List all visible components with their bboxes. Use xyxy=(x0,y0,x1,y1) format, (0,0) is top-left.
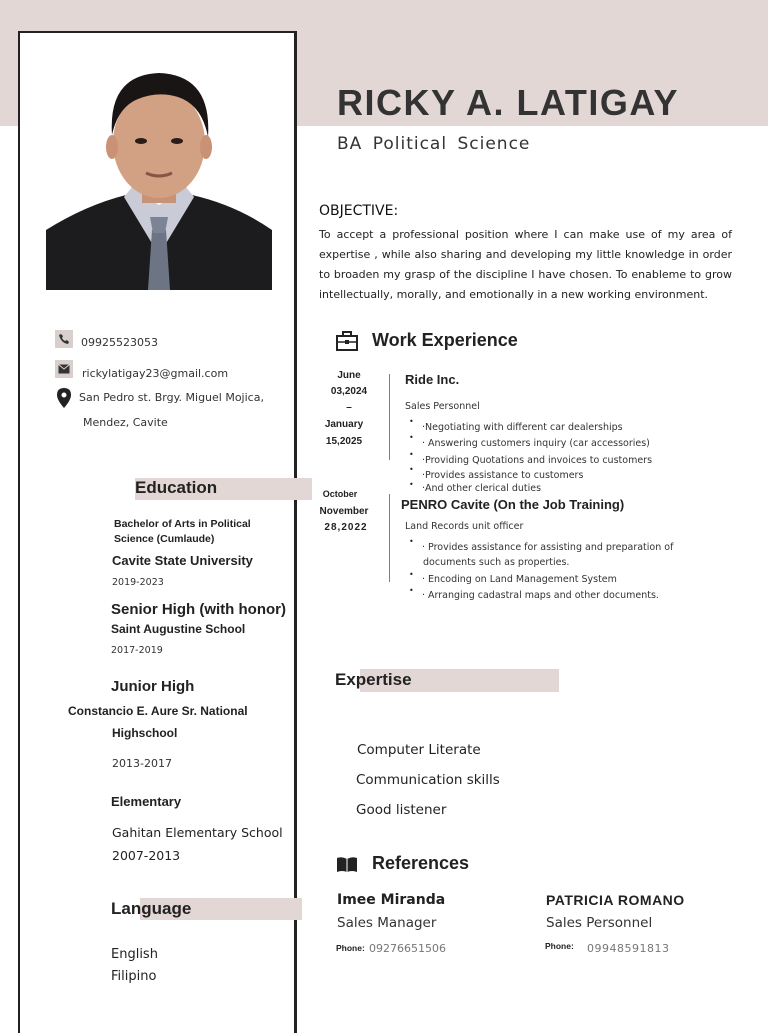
job-date: 28,2022 xyxy=(324,522,368,533)
language-heading: Language xyxy=(111,899,192,918)
college-degree-line1: Bachelor of Arts in Political xyxy=(114,518,251,530)
job-duty: · Answering customers inquiry (car accessories) xyxy=(422,438,650,449)
reference-position: Sales Manager xyxy=(337,915,437,931)
bullet-dot: • xyxy=(409,450,414,459)
job-duty: ·And other clerical duties xyxy=(422,483,542,494)
job-date: October xyxy=(322,489,358,499)
job-duty: · Arranging cadastral maps and other documents. xyxy=(422,590,659,601)
timeline-line xyxy=(389,374,390,460)
degree-title: BA Political Science xyxy=(337,134,531,154)
reference-phone-label: Phone: xyxy=(336,943,365,953)
reference-phone: 09948591813 xyxy=(587,942,670,955)
reference-name: Imee Miranda xyxy=(337,892,446,908)
senior-high-school: Saint Augustine School xyxy=(111,622,246,636)
job-date: – xyxy=(346,402,352,413)
contact-email: rickylatigay23@gmail.com xyxy=(82,367,229,380)
senior-high-title: Senior High (with honor) xyxy=(111,601,286,618)
objective-heading: OBJECTIVE: xyxy=(319,203,399,219)
college-years: 2019-2023 xyxy=(112,577,164,588)
job-company: Ride Inc. xyxy=(405,372,460,387)
work-experience-heading: Work Experience xyxy=(372,330,518,350)
timeline-line xyxy=(389,494,390,582)
reference-position: Sales Personnel xyxy=(546,915,653,931)
full-name: RICKY A. LATIGAY xyxy=(337,82,680,123)
reference-phone-label: Phone: xyxy=(545,941,574,951)
junior-high-title: Junior High xyxy=(111,678,195,695)
bullet-dot: • xyxy=(409,570,414,579)
language-item: Filipino xyxy=(111,969,157,984)
college-school: Cavite State University xyxy=(112,553,253,568)
job-date: 15,2025 xyxy=(325,436,363,447)
references-heading: References xyxy=(372,853,470,873)
objective-text: To accept a professional position where I can make use of my area of expertise , while also sharing and developing my little knowledge in order to broaden my grasp of the discipline I have chosen. To enableme to grow intellectually, morally, and emotionally in a new working environment. xyxy=(319,228,732,301)
bullet-dot: • xyxy=(409,586,414,595)
education-heading: Education xyxy=(135,478,218,497)
job-role: Land Records unit officer xyxy=(405,521,524,532)
bullet-dot: • xyxy=(409,465,414,474)
job-date: January xyxy=(324,419,364,430)
phone-icon xyxy=(55,330,73,348)
reference-name: PATRICIA ROMANO xyxy=(546,892,685,908)
bullet-dot: • xyxy=(409,480,414,489)
junior-high-school-line1: Constancio E. Aure Sr. National xyxy=(68,704,248,718)
expertise-heading: Expertise xyxy=(335,670,412,689)
junior-high-years: 2013-2017 xyxy=(112,757,172,770)
elementary-years: 2007-2013 xyxy=(112,848,181,863)
job-duty: documents such as properties. xyxy=(423,557,570,568)
elementary-title: Elementary xyxy=(111,794,182,809)
job-duty: · Provides assistance for assisting and preparation of xyxy=(422,542,674,553)
job-duty: · Encoding on Land Management System xyxy=(422,574,617,585)
bullet-dot: • xyxy=(409,433,414,442)
elementary-school: Gahitan Elementary School xyxy=(112,825,283,840)
job-duty: ·Provides assistance to customers xyxy=(422,470,584,481)
location-pin-icon xyxy=(57,388,71,408)
language-item: English xyxy=(111,947,158,962)
job-date: November xyxy=(319,506,369,517)
expertise-item: Computer Literate xyxy=(357,742,481,758)
reference-phone: 09276651506 xyxy=(369,942,446,955)
job-date: June xyxy=(337,370,361,381)
expertise-item: Communication skills xyxy=(356,772,500,788)
job-date: 03,2024 xyxy=(330,386,368,397)
contact-address-line1: San Pedro st. Brgy. Miguel Mojica, xyxy=(79,391,264,404)
envelope-icon xyxy=(55,360,73,378)
bullet-dot: • xyxy=(409,537,414,546)
job-duty: ·Providing Quotations and invoices to customers xyxy=(422,455,653,466)
junior-high-school-line2: Highschool xyxy=(112,726,178,740)
contact-address-line2: Mendez, Cavite xyxy=(83,416,168,429)
contact-phone: 09925523053 xyxy=(81,336,158,349)
job-duty: ·Negotiating with different car dealerships xyxy=(422,422,623,433)
job-role: Sales Personnel xyxy=(405,401,480,412)
college-degree-line2: Science (Cumlaude) xyxy=(114,533,215,545)
expertise-item: Good listener xyxy=(356,802,447,818)
bullet-dot: • xyxy=(409,417,414,426)
senior-high-years: 2017-2019 xyxy=(111,645,163,656)
job-company: PENRO Cavite (On the Job Training) xyxy=(401,497,625,512)
briefcase-icon xyxy=(336,331,358,351)
profile-photo xyxy=(46,55,272,290)
book-icon xyxy=(336,855,358,873)
